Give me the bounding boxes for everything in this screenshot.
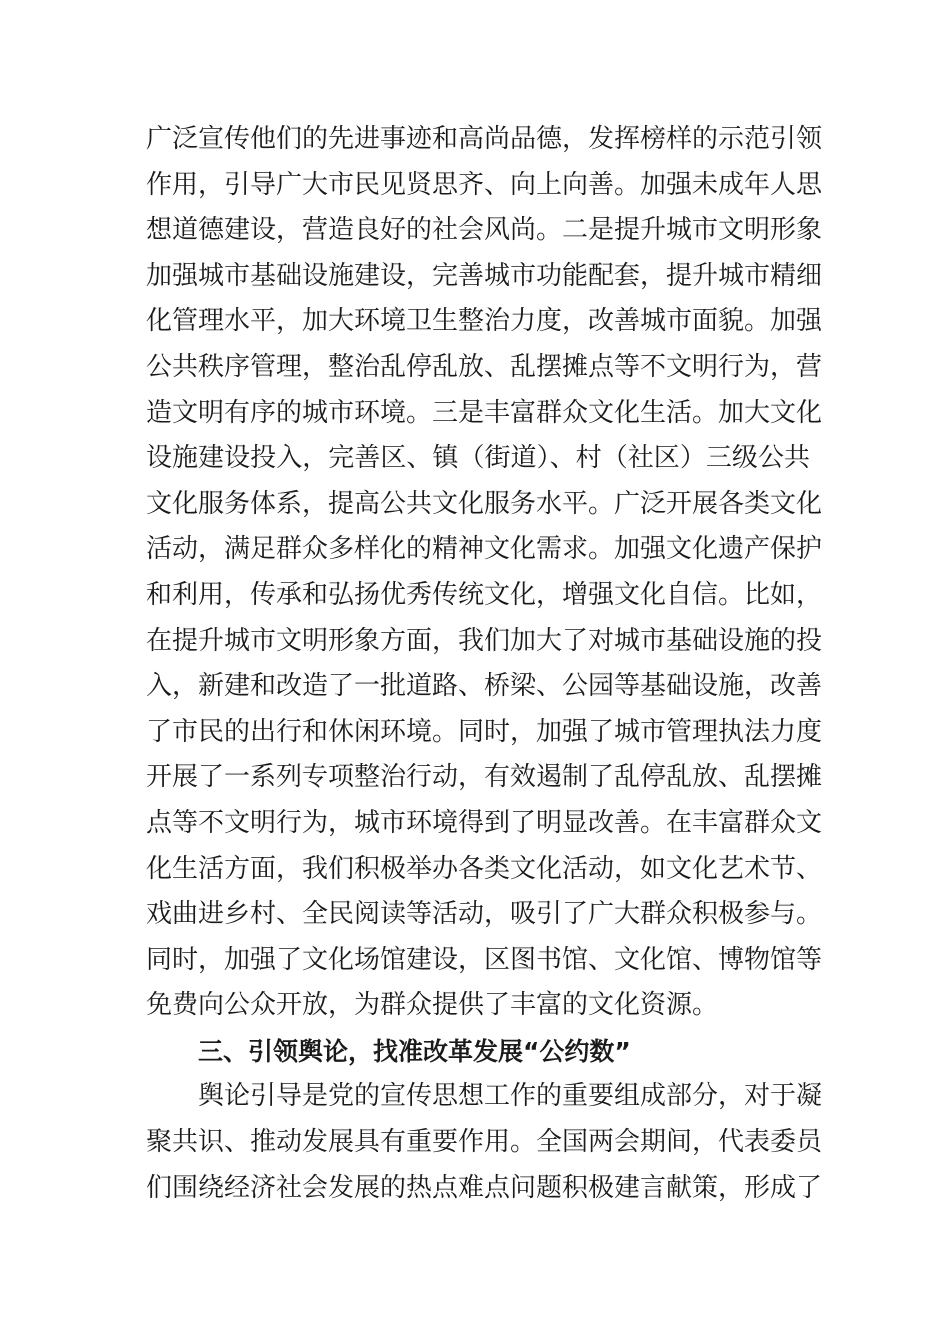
text-line: 免费向公众开放，为群众提供了丰富的文化资源。 xyxy=(146,990,719,1021)
text-line: 开展了一系列专项整治行动，有效遏制了乱停乱放、乱摆摊 xyxy=(146,762,823,793)
text-line: 聚共识、推动发展具有重要作用。全国两会期间，代表委员 xyxy=(146,1127,823,1158)
text-line: 和利用，传承和弘扬优秀传统文化，增强文化自信。比如， xyxy=(146,579,823,610)
text-line: 作用，引导广大市民见贤思齐、向上向善。加强未成年人思 xyxy=(146,169,823,200)
text-line: 们围绕经济社会发展的热点难点问题积极建言献策，形成了 xyxy=(146,1172,823,1203)
paragraph-2 xyxy=(146,1074,823,1211)
text-line: 在提升城市文明形象方面，我们加大了对城市基础设施的投 xyxy=(146,625,823,656)
text-line: 广泛宣传他们的先进事迹和高尚品德，发挥榜样的示范引领 xyxy=(146,124,823,154)
text-line: 化生活方面，我们积极举办各类文化活动，如文化艺术节、 xyxy=(146,853,823,884)
text-line: 想道德建设，营造良好的社会风尚。二是提升城市文明形象 xyxy=(146,215,823,246)
text-line: 活动，满足群众多样化的精神文化需求。加强文化遗产保护 xyxy=(146,534,823,565)
text-line: 公共秩序管理，整治乱停乱放、乱摆摊点等不文明行为，营 xyxy=(146,351,823,382)
text-line: 文化服务体系，提高公共文化服务水平。广泛开展各类文化 xyxy=(146,488,823,519)
text-line: 同时，加强了文化场馆建设，区图书馆、文化馆、博物馆等 xyxy=(146,944,823,975)
text-line: 戏曲进乡村、全民阅读等活动，吸引了广大群众积极参与。 xyxy=(146,899,823,930)
section-heading: 三、引领舆论，找准改革发展“公约数” xyxy=(198,1036,631,1066)
text-line: 造文明有序的城市环境。三是丰富群众文化生活。加大文化 xyxy=(146,397,823,428)
text-line: 加强城市基础设施建设，完善城市功能配套，提升城市精细 xyxy=(146,260,823,291)
text-line: 舆论引导是党的宣传思想工作的重要组成部分，对于凝 xyxy=(198,1081,823,1112)
paragraph-1 xyxy=(146,117,823,1029)
text-line: 入，新建和改造了一批道路、桥梁、公园等基础设施，改善 xyxy=(146,671,823,702)
text-line: 点等不文明行为，城市环境得到了明显改善。在丰富群众文 xyxy=(146,807,823,838)
text-line: 了市民的出行和休闲环境。同时，加强了城市管理执法力度 xyxy=(146,716,823,747)
document-body xyxy=(146,117,823,1211)
text-line: 化管理水平，加大环境卫生整治力度，改善城市面貌。加强 xyxy=(146,306,823,337)
text-line: 设施建设投入，完善区、镇（街道）、村（社区）三级公共 xyxy=(146,443,810,474)
